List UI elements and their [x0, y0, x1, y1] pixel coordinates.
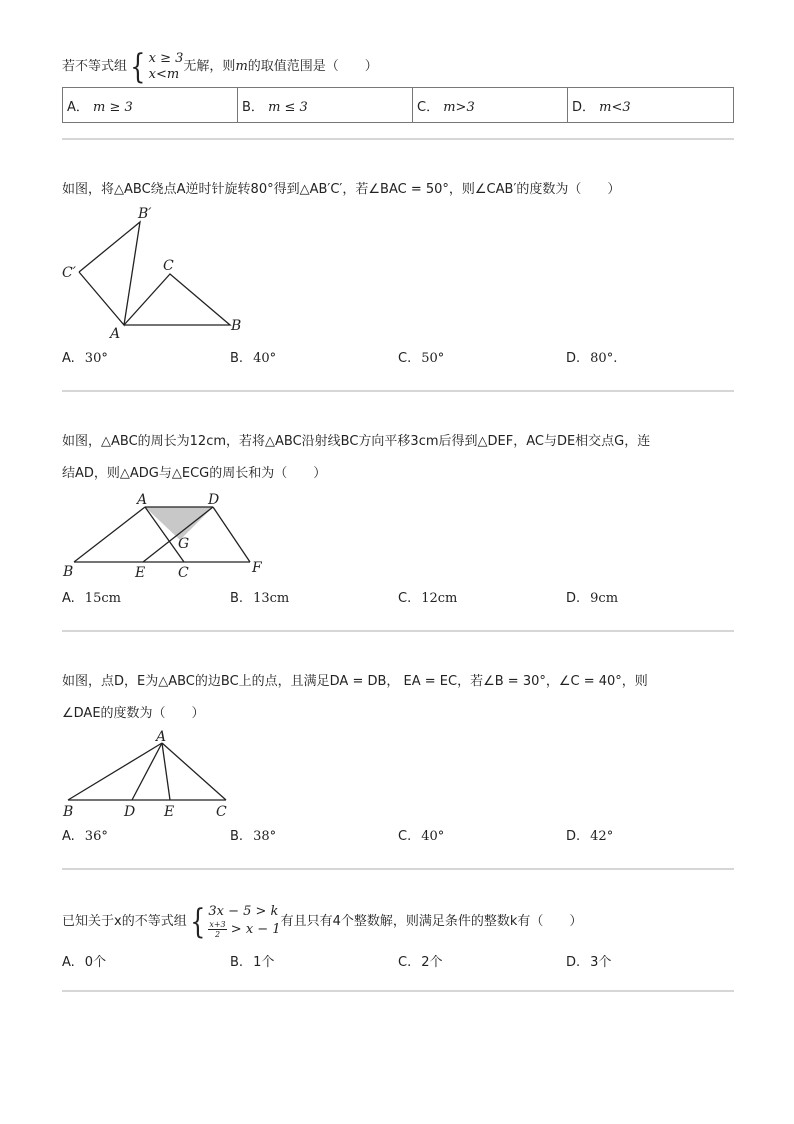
option-label: C. [398, 829, 412, 844]
option-label: C. [398, 955, 412, 970]
option-label: C. [398, 591, 412, 606]
option-value: 40° [421, 829, 445, 844]
q5-option-c[interactable] [398, 951, 443, 970]
option-label: A. [62, 591, 75, 606]
option-value: 12cm [421, 591, 458, 606]
q3-option-a[interactable] [62, 591, 121, 606]
q2-option-b[interactable] [230, 351, 276, 366]
option-label: B. [230, 829, 244, 844]
option-label: D. [566, 829, 581, 844]
triangle-abc [124, 274, 230, 325]
option-label: A. [62, 351, 75, 366]
q5-option-b[interactable] [230, 951, 274, 970]
option-label: A. [62, 829, 75, 844]
q5-system [208, 904, 280, 939]
q2-option-d[interactable] [566, 351, 617, 366]
q5-frac-num: x+3 [209, 920, 226, 929]
option-label: D． [572, 99, 596, 115]
q5-option-a[interactable] [62, 951, 106, 970]
label-f: F [252, 560, 262, 576]
option-value: 38° [253, 829, 277, 844]
option-label: D. [566, 955, 581, 970]
q1-options-table [62, 87, 734, 123]
label-a: A [110, 326, 121, 342]
segment-df [213, 507, 250, 562]
label-c: C [216, 804, 227, 820]
q3-stem-line2: 结AD，则△ADG与△ECG的周长和为（ ） [62, 466, 327, 481]
q4-option-d[interactable] [566, 829, 613, 844]
q1-option-d[interactable] [568, 88, 734, 123]
q1-stem [62, 48, 378, 86]
segment-ba [74, 507, 145, 562]
label-g: G [178, 536, 190, 552]
option-label: B． [242, 99, 264, 115]
option-value: 30° [84, 351, 108, 366]
q3-stem-line1: 如图，△ABC的周长为12cm，若将△ABC沿射线BC方向平移3cm后得到△DEF，AC与DE相交点G，连 [62, 434, 651, 449]
label-c: C [163, 258, 174, 274]
option-label: B. [230, 591, 244, 606]
q3-figure [60, 490, 280, 585]
option-label: A. [62, 955, 75, 970]
divider [62, 990, 734, 992]
q4-option-b[interactable] [230, 829, 276, 844]
triangle-ab-c-prime [79, 222, 140, 325]
q1-option-b[interactable] [238, 88, 413, 123]
label-c: C [178, 565, 189, 581]
q5-brace: { [189, 901, 206, 942]
option-value: m ≥ 3 [93, 99, 133, 115]
label-b: B [63, 564, 74, 580]
q5-line1: 3x − 5 > k [208, 904, 279, 919]
divider [62, 390, 734, 392]
option-value: 3个 [590, 955, 612, 970]
q1-prefix: 若不等式组 [62, 59, 128, 74]
q1-line1: x ≥ 3 [148, 50, 184, 66]
option-value: 50° [421, 351, 445, 366]
segment-ab [68, 743, 162, 800]
label-b-prime: B′ [138, 206, 152, 222]
label-d: D [208, 492, 220, 508]
option-value: 36° [84, 829, 108, 844]
option-value: m<3 [599, 99, 631, 115]
q1-suffix-b: 的取值范围是（ ） [247, 59, 378, 74]
label-b: B [231, 318, 242, 334]
q4-figure [60, 728, 240, 823]
option-value: 15cm [84, 591, 121, 606]
q3-option-d[interactable] [566, 591, 618, 606]
option-value: 9cm [590, 591, 619, 606]
divider [62, 138, 734, 140]
option-value: 0个 [84, 955, 107, 970]
q4-option-c[interactable] [398, 829, 444, 844]
q4-option-a[interactable] [62, 829, 108, 844]
q5-line2-rest: > x − 1 [230, 922, 281, 937]
q3-option-c[interactable] [398, 591, 457, 606]
option-value: 42° [590, 829, 614, 844]
q3-option-b[interactable] [230, 591, 289, 606]
q5-stem [62, 902, 582, 942]
q1-option-c[interactable] [413, 88, 568, 123]
option-label: C． [417, 99, 440, 115]
option-value: m>3 [443, 99, 475, 115]
q1-var: m [235, 59, 248, 74]
option-value: 40° [253, 351, 277, 366]
q1-system [149, 51, 184, 83]
option-label: C. [398, 351, 412, 366]
q5-line2 [208, 920, 280, 939]
q5-suffix: 有且只有4个整数解，则满足条件的整数k有（ ） [280, 914, 583, 929]
q2-figure [60, 200, 250, 345]
label-e: E [135, 565, 146, 581]
divider [62, 868, 734, 870]
q4-stem-line2: ∠DAE的度数为（ ） [62, 706, 205, 721]
option-label: D. [566, 591, 581, 606]
q1-line2: x<m [148, 66, 180, 82]
divider [62, 630, 734, 632]
option-value: 2个 [421, 955, 443, 970]
option-label: A． [67, 99, 89, 115]
label-b: B [63, 804, 74, 820]
label-d: D [124, 804, 136, 820]
label-e: E [164, 804, 175, 820]
q2-option-c[interactable] [398, 351, 444, 366]
option-value: 80°. [590, 351, 618, 366]
option-label: D. [566, 351, 581, 366]
q2-stem: 如图，将△ABC绕点A逆时针旋转80°得到△AB′C′，若∠BAC = 50°，则∠CAB′的度数为（ ） [62, 182, 621, 197]
option-value: m ≤ 3 [268, 99, 308, 115]
q5-prefix: 已知关于x的不等式组 [62, 914, 187, 929]
option-label: B. [230, 351, 244, 366]
q1-brace: { [130, 46, 146, 87]
segment-ac [162, 743, 226, 800]
label-c-prime: C′ [62, 265, 76, 281]
option-value: 1个 [253, 955, 275, 970]
q5-option-d[interactable] [566, 951, 611, 970]
q1-suffix-a: 无解，则 [183, 59, 236, 74]
q5-frac-den: 2 [214, 930, 221, 939]
q5-fraction [208, 920, 226, 939]
segment-ae [162, 743, 170, 800]
label-a: A [156, 729, 167, 745]
q1-option-a[interactable] [63, 88, 238, 123]
q2-option-a[interactable] [62, 351, 108, 366]
q4-stem-line1: 如图，点D，E为△ABC的边BC上的点，且满足DA = DB， EA = EC，若∠B = 30°，∠C = 40°，则 [62, 674, 648, 689]
label-a: A [137, 492, 148, 508]
option-value: 13cm [253, 591, 290, 606]
option-label: B. [230, 955, 244, 970]
